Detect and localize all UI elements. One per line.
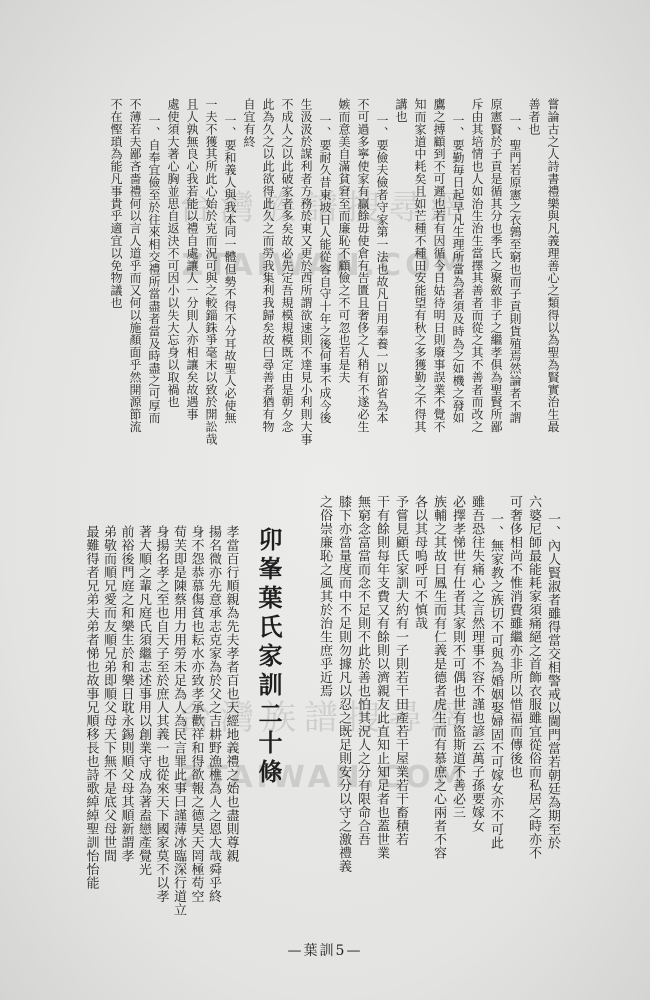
- text-column: 六婆尼師最能耗家須痛絕之首飾衣服雖宜從俗而私居之時亦不: [526, 495, 541, 860]
- text-column: 孝當百行順親為先夫孝者百也天經地義禮之始也盡則尊親: [223, 525, 239, 863]
- text-column: 一、內人賢淑者雖得當交相警戒以閫門當若朝廷為期至於: [545, 511, 560, 850]
- text-column: 一、要儉夫儉者守家第一法也故凡日用奉養一以節省為本: [375, 113, 389, 424]
- text-column: 最難得者兄弟夫弟者悌也故事兄順移長也詩歌綽綽聖訓怡怡能: [83, 525, 99, 890]
- text-column: 一、要和義人與我本同一體但勢不得不分耳故聖人必使無: [223, 113, 237, 424]
- text-column: 各以其母嗚呼可不慎哉: [412, 495, 427, 630]
- bottom-right-text-section: [315, 495, 562, 873]
- text-column: 不薄若夫鄙吝嗇禮何以言人道乎而又何以施顏面乎然開源節流: [128, 98, 142, 433]
- text-column: 予嘗見顧氏家訓大約有一子則若干田產若干屋業若干畜積若: [393, 495, 408, 846]
- text-column: 且人孰無良心我若能以禮自處讓人一分則人亦相讓矣故遇事: [185, 98, 199, 421]
- family-instructions-title: 卯峯葉氏家訓二十條: [254, 527, 283, 788]
- text-column: 嘗論古之人詩書禮樂與凡義理善心之類得以為聖為賢實治生最: [546, 98, 560, 433]
- text-column: 斥由其培情也人如治生治生當擇其善者而從之其不善者而改之: [470, 98, 484, 433]
- text-column: 此為久之以此欲得此久之而勞我集利我歸矣故曰尋善者猶有物: [261, 98, 275, 433]
- text-column: 一、聖門若原憲之衣鶉至窮也而子貢則貨殖焉然論者不謂: [508, 113, 522, 424]
- bottom-left-text-section: [82, 525, 240, 917]
- text-column: 身揚名孝之至也自天子至於庶人其義一也從來天下國家莫不以孝: [153, 525, 169, 903]
- text-column: 一夫不獲其所此心始於克而況可與之較錙銖爭毫末以致於開訟哉: [204, 98, 218, 446]
- text-column: 無窮念富當而念不足則不此於善也怕其況人之分有限命合吾: [355, 495, 370, 846]
- text-column: 身不怨恭慕傷貧也耘水亦致孝承歡祥和得欲報之德昊天罔極苟空: [188, 525, 204, 903]
- watermark-text: 台灣族譜搜尋網: [178, 698, 472, 738]
- text-column: 干有餘則每年支費又有餘則以濟親友此直知止知足者也蓋世業: [374, 495, 389, 860]
- text-column: 一、無家教之族切不可與為婚姻娶婦固不可嫁女亦不可此: [488, 511, 503, 850]
- text-column: 不在慳瑣為能凡事貴乎適宜以免物議也: [109, 98, 123, 309]
- text-column: 自宜有終: [242, 98, 256, 148]
- text-column: 族輔之其故日鳳生而有仁義是德者虎生而有慕庶之心兩者不容: [431, 495, 446, 860]
- text-column: 嫉而意美自滿貧窘至而廉恥不顧儉之不可忽也若是夫: [337, 98, 351, 384]
- text-column: 著大順之輩凡庭氏須繼志述事用以創業守成為著盍戀產覺光: [136, 525, 151, 876]
- text-column: 之俗崇廉恥之風其於治生庶乎近焉: [317, 495, 332, 698]
- text-column: 善者也: [527, 98, 541, 136]
- text-column: 不成人之以此破家者多矣故必先定吾規模規模既定由是朝夕念: [280, 98, 294, 433]
- text-column: 一、要勤毎日起早凡生理所當為者須及時為之如機之發如: [451, 113, 465, 424]
- text-column: 一、自奉宜儉至於往來相交禮所當盡者當及時盡之可厚而: [147, 113, 161, 424]
- text-column: 弟敬而順兄愛而友順兄弟即順父母天下無不是底父母世間: [101, 525, 116, 863]
- text-column: 荀芙即是陳蔡用力用勞未足為人為民言罪此事曰謹薄冰臨深行道立: [171, 525, 186, 917]
- text-column: 可奢侈相尚不惟消費雖繼亦非所以惜福而傳後也: [507, 495, 522, 779]
- text-column: 生汲汲於謀利者方務於東又更於西所謂欲速則不達見小利則大事: [299, 98, 313, 446]
- top-text-section: [106, 98, 562, 445]
- text-column: 不可過多寧使家有贏餘毋使倉有告匱且奢侈之人稍有不遂必生: [356, 98, 370, 433]
- watermark-text: 台灣族譜搜尋網: [178, 188, 472, 228]
- text-column: 知而家道中耗矣且如芒種不種田安能望有秋之多獲勤之不得其: [413, 98, 427, 433]
- watermark-url: ZTAIWAN.COM: [181, 248, 469, 283]
- watermark-url: ZTAIWAN.COM: [181, 760, 469, 795]
- text-column: 膝下亦當量度而中不足則勿據凡以忍之既足則安分以守之激禮義: [336, 495, 351, 873]
- text-column: 揚名微亦先意承志克家為於父之吉耕野漁樵為人之恩大哉舜乎終: [206, 525, 221, 903]
- text-column: 必擇孝悌世有仕者其家則不可偶也世有盜斯道不善必三: [450, 495, 465, 819]
- text-column: 雖吾恐往失痛心之言然理事不容不謹也諺云萬子孫要嫁女: [469, 495, 484, 833]
- page-number-footer: —葉訓5—: [287, 943, 363, 959]
- text-column: 鷹之搏顧到不可遲也若有因循今日姑待明日則廢事誤業不覺不: [432, 98, 446, 433]
- text-column: 講也: [394, 98, 408, 123]
- text-column: 前裕後門庭之和樂生於和樂日耽永錫則順父母其順新謂孝: [118, 525, 134, 863]
- text-column: 處使須大著心胸並思自返決不可因小以失大忘身以取禍也: [166, 98, 180, 408]
- text-column: 原憲賢於子貢是循其分也季氏之聚斂非子之繼孝俱為聖賢所鄙: [489, 98, 503, 433]
- text-column: 一、要耐久昔東坡日人能從容自守十年之後何事不成今後: [318, 113, 332, 424]
